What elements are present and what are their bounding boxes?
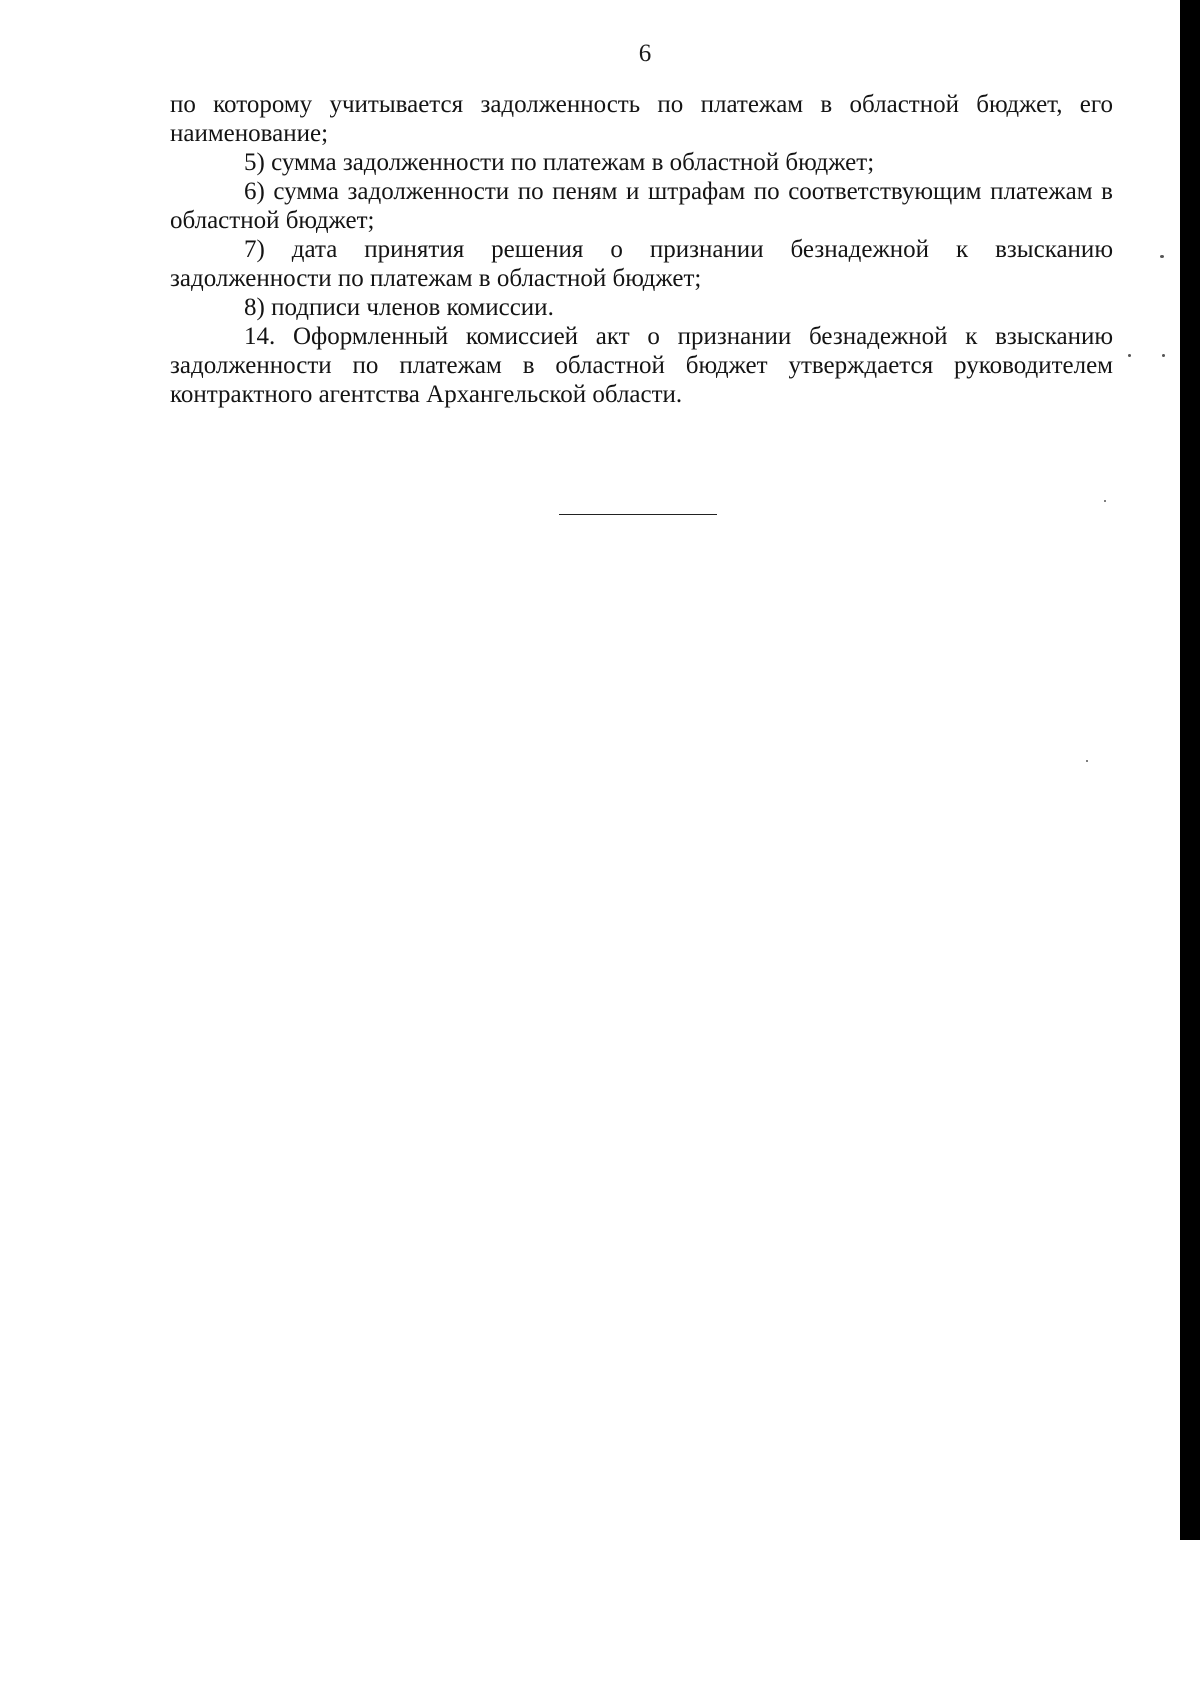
- list-item-7: 7) дата принятия решения о признании безнадежной к взысканию задолженности по платежам в областной бюджет;: [170, 236, 1113, 292]
- scan-speck: [1086, 760, 1088, 762]
- clause-14: 14. Оформленный комиссией акт о признании безнадежной к взысканию задолженности по платежам в областной бюджет утверждается руководителем контрактного агентства Архангельской области.: [170, 323, 1113, 408]
- scan-speck: [1104, 500, 1106, 502]
- list-item-6: 6) сумма задолженности по пеням и штрафам по соответствующим платежам в областной бюджет;: [170, 178, 1113, 234]
- end-separator-line: [559, 514, 717, 515]
- scan-border-edge: [1180, 0, 1200, 1540]
- page-number: 6: [638, 40, 652, 67]
- list-item-8: 8) подписи членов комиссии.: [244, 294, 554, 321]
- scan-speck: [1128, 354, 1131, 357]
- list-item-5: 5) сумма задолженности по платежам в областной бюджет;: [244, 149, 875, 176]
- document-body: [170, 90, 1113, 409]
- scan-speck: [1160, 255, 1164, 258]
- paragraph-continuation: по которому учитывается задолженность по платежам в областной бюджет, его наименование;: [170, 91, 1113, 147]
- scan-speck: [1162, 354, 1165, 357]
